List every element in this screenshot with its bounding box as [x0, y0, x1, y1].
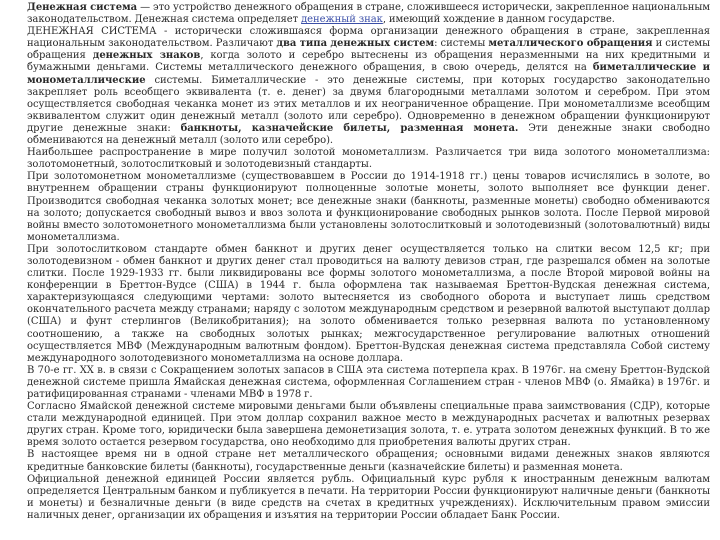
text-run: системы. Биметаллические - это денежные системы, при которых государство законодательно закрепляет роль всеобщего эквивалента (т. е. денег) за двумя благородными металлами золотом и серебром. При этом осуществляется свободная чеканка монет из этих металлов и их неограниченное обращение. При монометаллизме всеобщим эквивалентом служит один денежный металл (золото или серебро). Одновременно в денежном обращении функционируют другие денежные знаки:	[27, 74, 710, 134]
text-run: — это устройство денежного обращения в стране, сложившееся исторически, закрепленное национальным законодательством. Денежная система определяет	[27, 2, 710, 26]
paragraph	[27, 449, 710, 473]
text-run: В настоящее время ни в одной стране нет металлического обращения; основными видами денежных знаков являются кредитные банковские билеты (банкноты), государственные деньги (казначейские билеты) и разменная монета.	[27, 449, 710, 473]
text-run: , имеющий хождение в данном государстве.	[382, 14, 615, 26]
money-sign-link[interactable]: денежный знак	[301, 14, 383, 26]
paragraph	[27, 401, 710, 449]
text-run: и системы обращения	[27, 38, 711, 62]
text-run: Согласно Ямайской денежной системе мировыми деньгами были объявлены специальные права заимствования (СДР), которые стали международной единицей. При этом доллар сохранил важное место в международных расчетах и валютных резервах других стран. Кроме того, юридически была завершена демонетизация золота, т. е. утрата золотом денежных функций. В то же время золото остается резервом государства, оно необходимо для приобретения валюты других стран.	[27, 401, 710, 449]
paragraph	[27, 474, 710, 522]
text-run: : системы	[434, 38, 489, 50]
bold-term: Денежная система	[27, 2, 138, 13]
paragraph	[27, 365, 710, 401]
text-run: ДЕНЕЖНАЯ СИСТЕМА - исторически сложившаяся форма организации денежного обращения в стране, закрепленная национальным законодательством. Различают	[27, 26, 710, 50]
text-run: В 70-е гг. XX в. в связи с Сокращением золотых запасов в США эта система потерпела крах. В 1976г. на смену Бреттон-Вудской денежной системе пришла Ямайская денежная система, оформленная Соглашением стран - членов МВФ (о. Ямайка) в 1976г. и ратифицированная странами - членами МВФ в 1978 г.	[27, 364, 710, 400]
paragraph	[27, 244, 710, 365]
text-run: При золотомонетном монометаллизме (существовавшем в России до 1914-1918 гг.) цены товаров исчислялись в золоте, во внутреннем обращении страны функционируют полноценные золотые монеты, золото выполняет все функции денег. Производится свободная чеканка золотых монет; все денежные знаки (банкноты, разменные монеты) свободно обмениваются на золото; допускается свободный вывоз и ввоз золота и функционирование свободных рынков золота. После Первой мировой войны вместо золотомонетного монометаллизма были установлены золотослитковый и золотодевизный (золотовалютный) виды монометаллизма.	[27, 171, 710, 243]
bold-term: банкноты, казначейские билеты, разменная монета.	[180, 122, 519, 134]
text-run: , когда золото и серебро вытеснены из обращения неразменными на них кредитными и бумажными деньгами. Системы металлического денежного обращения, в свою очередь, делятся на	[27, 50, 710, 74]
text-run: При золотослитковом стандарте обмен банкнот и других денег осуществляется только на слитки весом 12,5 кг; при золотодевизном - обмен банкнот и других денег стал проводиться на валюту девизов стран, где разрешался обмен на золотые слитки. После 1929-1933 гг. были ликвидированы все формы золотого монометаллизма, а после Второй мировой войны на конференции в Бреттон-Вудсе (США) в 1944 г. была оформлена так называемая Бреттон-Вудская денежная система, характеризующаяся следующими чертами: золото вытесняется из свободного оборота и выступает лишь средством окончательного расчета между странами; наряду с золотом международным средством и резервной валютой выступают доллар (США) и фунт стерлингов (Великобритания); на золото обменивается только резервная валюта по установленному соотношению, а также на свободных золотых рынках; межгосударственное регулирование валютных отношений осуществляется МВФ (Международным валютным фондом). Бреттон-Вудская денежная система представляла Собой систему международного золотодевизного монометаллизма на основе доллара.	[27, 243, 710, 364]
paragraph	[27, 2, 710, 26]
paragraph	[27, 171, 710, 244]
paragraph	[27, 26, 710, 147]
bold-term: денежных знаков	[92, 50, 201, 62]
text-run: Эти денежные знаки свободно обмениваются на денежный металл (золото или серебро).	[27, 122, 710, 147]
text-run: Наибольшее распространение в мире получил золотой монометаллизм. Различается три вида золотого монометаллизма: золотомонетный, золотослитковый и золотодевизный стандарты.	[27, 147, 710, 171]
bold-term: металлического обращения	[488, 38, 653, 50]
paragraph	[27, 147, 710, 171]
text-run: Официальной денежной единицей России является рубль. Официальный курс рубля к иностранным денежным валютам определяется Центральным банком и публикуется в печати. На территории России функционируют наличные деньги (банкноты и монеты) и безналичные деньги (в виде средств на счетах в кредитных учреждениях). Исключительным правом эмиссии наличных денег, организации их обращения и изъятия на территории России обладает Банк России.	[27, 473, 710, 521]
bold-term: биметаллические и монометаллические	[27, 62, 711, 86]
bold-term: два типа денежных систем	[276, 38, 435, 50]
